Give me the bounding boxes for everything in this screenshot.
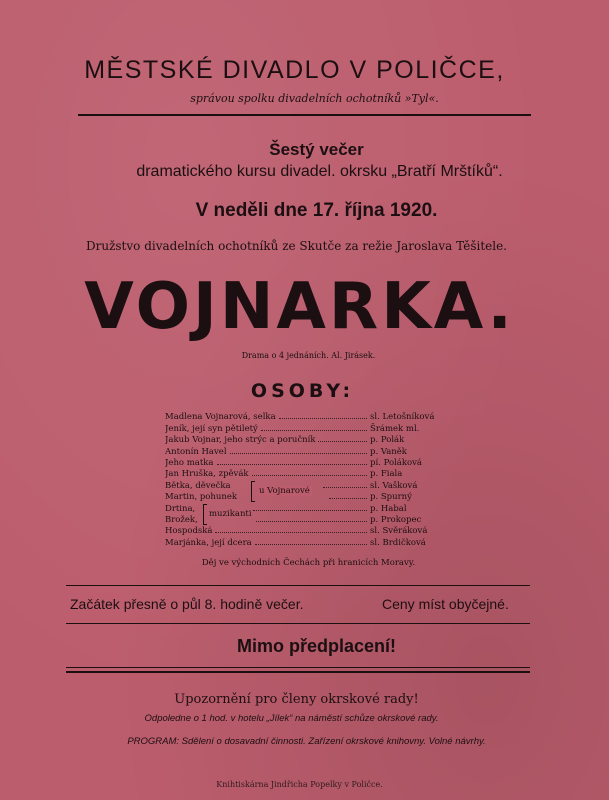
- cast-role: Drtina,: [165, 503, 196, 514]
- cast-actor: sl. Svěráková: [370, 526, 428, 537]
- cast-actor: p. Fiala: [370, 469, 403, 480]
- play-subtitle: Drama o 4 jednáních. Al. Jirásek.: [241, 351, 376, 360]
- cast-role: Madlena Vojnarová, selka: [165, 412, 276, 423]
- cast-role: Jeho matka: [165, 457, 214, 468]
- cast-actor: p. Spurný: [370, 492, 412, 503]
- info-divider-bottom: [66, 667, 530, 668]
- cast-role: Jan Hruška, zpěvák: [165, 469, 249, 480]
- cast-role: Brožek,: [165, 514, 198, 525]
- cast-actor: pí. Poláková: [370, 457, 422, 468]
- cast-row: [165, 422, 450, 433]
- cast-row: [165, 502, 450, 513]
- program-line: PROGRAM: Sdělení o dosavadní činnosti. Zařízení okrskové knihovny. Volné návrhy.: [127, 736, 486, 747]
- cast-actor: p. Prokopec: [370, 514, 422, 525]
- leader-dots: [217, 464, 368, 465]
- cast-actor: sl. Brdičková: [370, 537, 426, 548]
- leader-dots: [261, 430, 367, 431]
- cast-actor: p. Polák: [370, 435, 405, 446]
- cast-role: Bětka, děvečka: [165, 480, 231, 491]
- troupe-line: Družstvo divadelních ochotníků ze Skutče za režie Jaroslava Těšitele.: [85, 239, 507, 253]
- leader-dots: [323, 487, 367, 488]
- cast-role: Hospodská: [165, 526, 213, 537]
- management-line: správou spolku divadelních ochotníků »Tyl«.: [190, 92, 439, 105]
- brace-line: [203, 504, 207, 525]
- cast-role: Martin, pohunek: [165, 492, 238, 503]
- leader-dots: [253, 510, 367, 511]
- bracket-label: muzikanti: [209, 509, 252, 519]
- cast-role: Antonín Havel: [165, 446, 227, 457]
- cast-row: [165, 411, 450, 422]
- leader-dots: [256, 521, 367, 522]
- leader-dots: [230, 453, 367, 454]
- info-divider-bottom-double: [66, 671, 530, 673]
- cast-heading: OSOBY:: [250, 380, 355, 402]
- cast-row: [165, 536, 450, 547]
- course-line: dramatického kursu divadel. okrsku „Bratří Mrštíků“.: [136, 163, 503, 180]
- meeting-line: Odpoledne o 1 hod. v hotelu „Jílek“ na náměstí schůze okrskové rady.: [144, 713, 439, 724]
- performance-date: V neděli dne 17. října 1920.: [195, 200, 438, 221]
- cast-role: Jeník, její syn pětiletý: [165, 423, 258, 434]
- printer-imprint: Knihtiskárna Jindřicha Popelky v Poličce.: [216, 780, 383, 789]
- seat-prices: Ceny míst obyčejné.: [382, 596, 509, 612]
- cast-actor: p. Vaněk: [370, 446, 407, 457]
- cast-row: [165, 514, 450, 525]
- cast-actor: Šrámek ml.: [370, 423, 420, 434]
- evening-number: Šestý večer: [269, 140, 364, 159]
- cast-row: [165, 457, 450, 468]
- leader-dots: [215, 532, 367, 533]
- leader-dots: [329, 498, 367, 499]
- cast-actor: sl. Vašková: [370, 480, 418, 491]
- cast-role: Jakub Vojnar, jeho strýc a poručník: [165, 435, 316, 446]
- leader-dots: [279, 418, 367, 419]
- play-title: VOJNARKA.: [84, 270, 515, 344]
- cast-row: [165, 445, 450, 456]
- brace-line: [251, 481, 255, 502]
- cast-list: [165, 411, 450, 548]
- info-divider-middle: [66, 623, 530, 624]
- setting-line: Děj ve východních Čechách při hranicích Moravy.: [201, 558, 416, 568]
- cast-row: [165, 434, 450, 445]
- subscription-note: Mimo předplacení!: [236, 636, 397, 656]
- theatre-name: MĚSTSKÉ DIVADLO V POLIČCE,: [84, 56, 505, 84]
- cast-actor: sl. Letošníková: [370, 412, 435, 423]
- info-divider-top: [66, 585, 530, 586]
- cast-actor: p. Habal: [370, 503, 407, 514]
- start-time: Začátek přesně o půl 8. hodině večer.: [70, 596, 304, 612]
- leader-dots: [318, 441, 367, 442]
- cast-row: [165, 525, 450, 536]
- leader-dots: [252, 475, 367, 476]
- header-divider: [78, 114, 531, 116]
- cast-role: Marjánka, její dcera: [165, 537, 252, 548]
- council-notice: Upozornění pro členy okrskové rady!: [174, 692, 419, 707]
- leader-dots: [255, 544, 367, 545]
- cast-row: [165, 468, 450, 479]
- bracket-label: u Vojnarové: [259, 486, 310, 496]
